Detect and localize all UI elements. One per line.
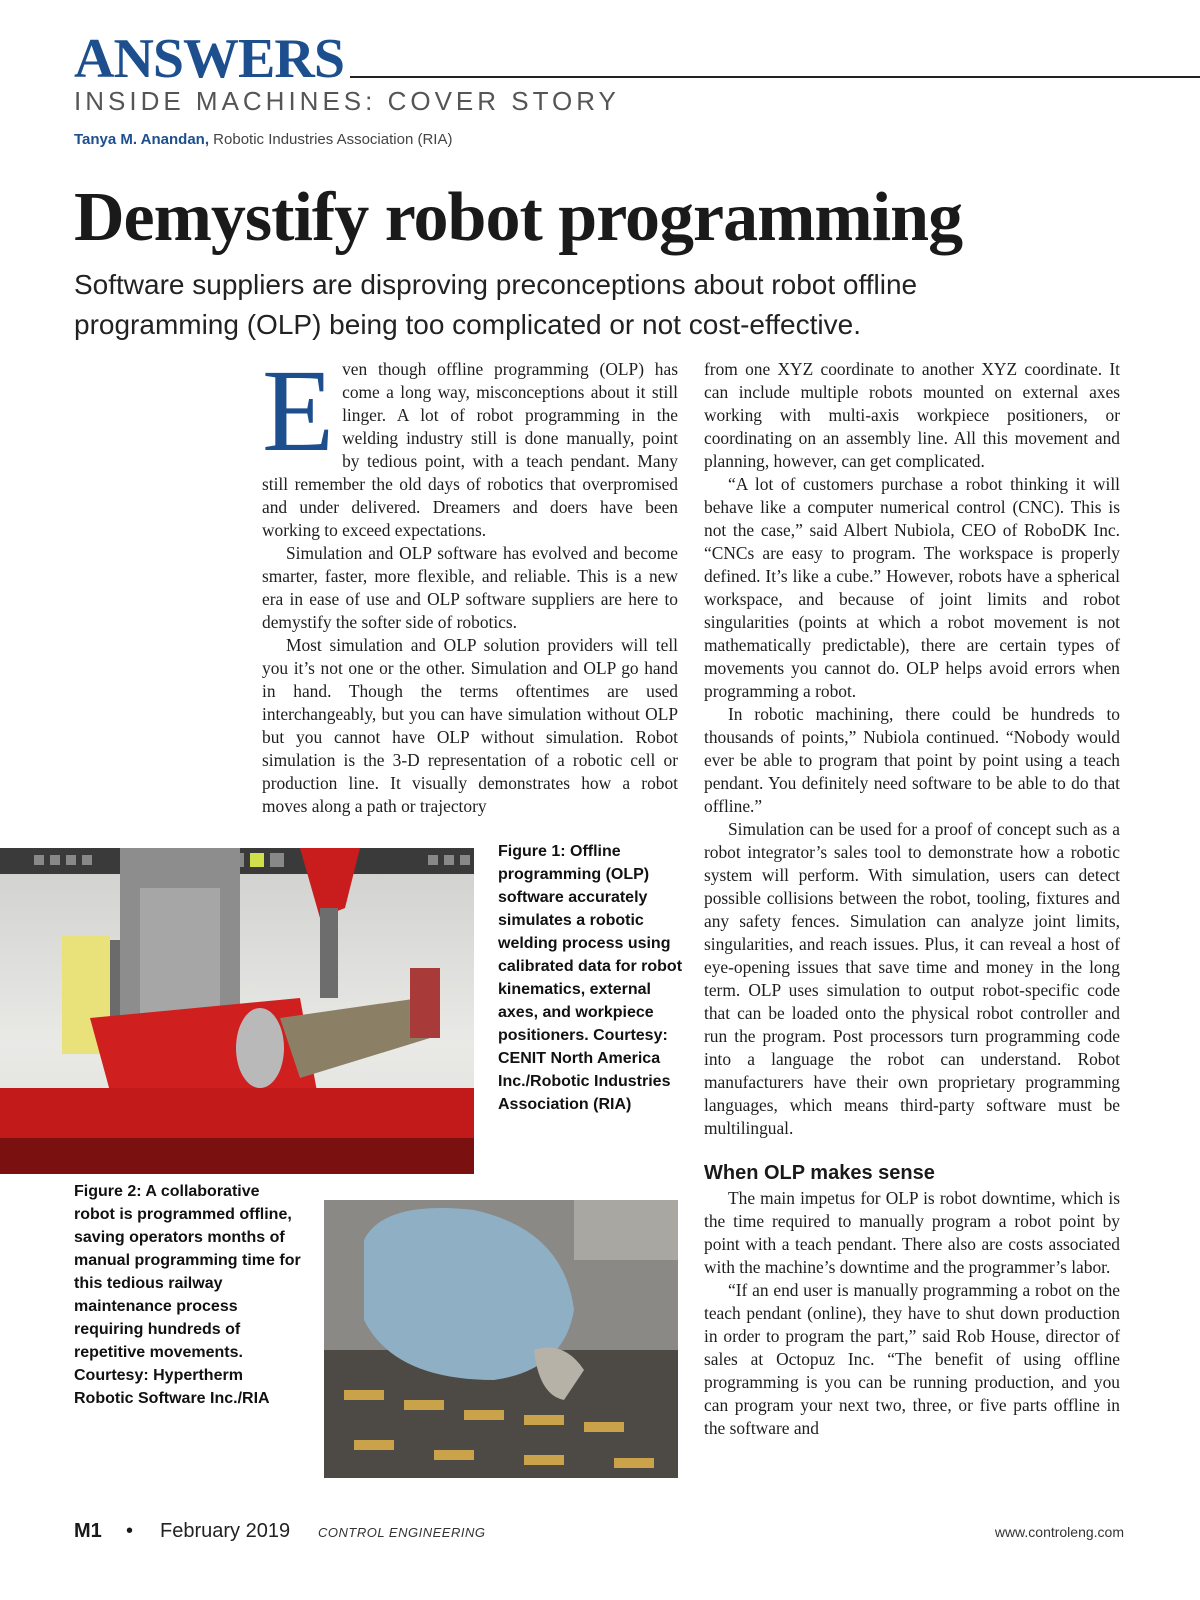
body-paragraph: In robotic machining, there could be hundreds to thousands of points,” Nubiola continued. “Nobody would ever be able to program that point by point using a teach pendant. You definitely need software to be able to do that offline.” <box>704 704 1120 816</box>
website-url: www.controleng.com <box>994 1524 1124 1540</box>
magazine-name: CONTROL ENGINEERING <box>318 1525 486 1540</box>
footer-separator: • <box>126 1520 134 1542</box>
body-column-left <box>262 345 678 818</box>
body-paragraph: The main impetus for OLP is robot downtime, which is the time required to manually program a robot point by point with a teach pendant. There also are costs associated with the machine’s downtime and the programmer’s labor. <box>704 1188 1120 1277</box>
page-number: M1 <box>74 1520 102 1542</box>
figure-2-caption: Figure 2: A collaborative robot is programmed offline, saving operators months of manual programming time for this tedious railway maintenance process requiring hundreds of repetitive movements. Courtesy: Hypertherm Robotic Software Inc./RIA <box>74 1183 301 1407</box>
article-deck: Software suppliers are disproving preconceptions about robot offline programming (OLP) being too complicated or not cost-effective. <box>74 269 918 340</box>
figure-1-image <box>0 848 474 1174</box>
robot-welding-illustration <box>0 848 474 1174</box>
brand-logo: ANSWERS <box>74 28 344 90</box>
byline <box>74 131 452 148</box>
page-footer <box>74 1520 1124 1550</box>
article-title: Demystify robot programming <box>74 179 963 256</box>
body-paragraph: “A lot of customers purchase a robot thinking it will behave like a computer numerical control (CNC). This is not the case,” said Albert Nubiola, CEO of RoboDK Inc. “CNCs are easy to program. The workspace is properly defined. It’s like a cube.” However, robots have a spherical workspace, and because of joint limits and robot singularities (points at which a robot movement is not mathematically predictable), there are certain types of movements you cannot do. OLP helps avoid errors when programming a robot. <box>704 474 1120 701</box>
body-column-right <box>704 358 1120 1440</box>
author-name: Tanya M. Anandan, <box>74 131 210 148</box>
section-subhead: When OLP makes sense <box>704 1162 935 1184</box>
body-paragraph: “If an end user is manually programming a robot on the teach pendant (online), they have to shut down production in order to program the part,” said Rob House, director of sales at Octopuz Inc. “The benefit of using offline programming is you can be running production, and you can program your next two, three, or five parts offline in the software and <box>704 1280 1120 1438</box>
figure-1-caption: Figure 1: Offline programming (OLP) software accurately simulates a robotic welding process using calibrated data for robot kinematics, external axes, and workpiece positioners. Courtesy: CENIT North America Inc./Robotic Industries Association (RIA) <box>498 843 683 1113</box>
figure-2-image <box>324 1200 678 1478</box>
cobot-railway-illustration <box>324 1200 678 1478</box>
body-paragraph: Even though offline programming (OLP) has come a long way, misconceptions about it still linger. A lot of robot programming in the welding industry still is done manually, point by tedious point, with a teach pendant. Many still remember the old days of robotics that overpromised and under delivered. Dreamers and doers have been working to exceed expectations. <box>262 345 678 540</box>
body-paragraph: Simulation and OLP software has evolved and become smarter, faster, more flexible, and reliable. This is a new era in ease of use and OLP software suppliers are here to demystify the softer side of robotics. <box>262 543 678 632</box>
header-rule <box>350 76 1200 78</box>
author-affiliation: Robotic Industries Association (RIA) <box>209 131 453 148</box>
section-label: INSIDE MACHINES: COVER STORY <box>74 86 620 116</box>
body-paragraph: Simulation can be used for a proof of concept such as a robot integrator’s sales tool to demonstrate how a robotic system will perform. With simulation, users can detect possible collisions between the robot, tooling, fixtures and any safety fences. Simulation can analyze joint limits, singularities, and reach issues. Plus, it can reveal a host of eye-opening issues that save time and money in the long term. OLP uses simulation to output robot-specific code that can be loaded onto the physical robot controller and run the program. Post processors turn programming code into a language the robot can understand. Robot manufacturers have their own proprietary programming languages, which means third-party software must be multilingual. <box>704 819 1120 1138</box>
body-paragraph: from one XYZ coordinate to another XYZ coordinate. It can include multiple robots mounted on external axes working with multi-axis workpiece positioners, or coordinating on an assembly line. All this movement and planning, however, can get complicated. <box>704 359 1120 471</box>
issue-date: February 2019 <box>160 1520 291 1542</box>
body-paragraph: Most simulation and OLP solution providers will tell you it’s not one or the other. Simulation and OLP go hand in hand. Though the terms oftentimes are used interchangeably, but you can have simulation without OLP but you cannot have OLP without simulation. Robot simulation is the 3-D representation of a robotic cell or production line. It visually demonstrates how a robot moves along a path or trajectory <box>262 635 678 816</box>
drop-cap: E <box>262 345 335 476</box>
